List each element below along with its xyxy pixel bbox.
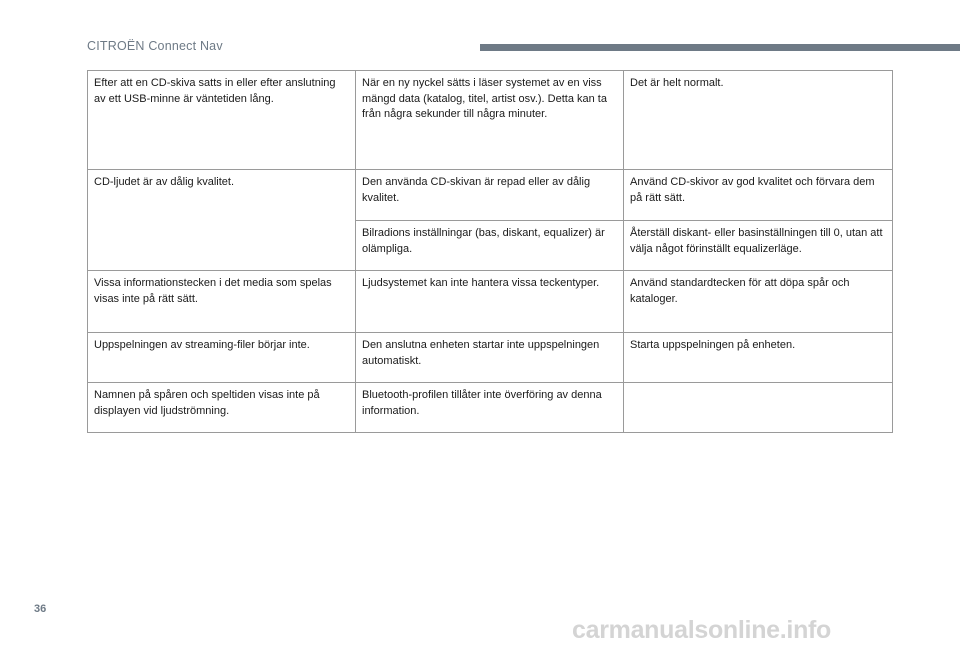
cause-cell: Bilradions inställningar (bas, diskant, equalizer) är olämpliga. bbox=[356, 221, 624, 271]
cause-cell: Ljudsystemet kan inte hantera vissa teckentyper. bbox=[356, 271, 624, 333]
solution-cell: Använd CD-skivor av god kvalitet och förvara dem på rätt sätt. bbox=[624, 170, 893, 221]
header-bar bbox=[480, 44, 960, 51]
manual-title: CITROËN Connect Nav bbox=[87, 39, 223, 53]
cause-cell: Den använda CD-skivan är repad eller av dålig kvalitet. bbox=[356, 170, 624, 221]
watermark: carmanualsonline.info bbox=[572, 616, 832, 644]
problem-cell: Namnen på spåren och speltiden visas inte på displayen vid ljudströmning. bbox=[88, 383, 356, 433]
solution-cell: Starta uppspelningen på enheten. bbox=[624, 333, 893, 383]
cause-cell: När en ny nyckel sätts i läser systemet av en viss mängd data (katalog, titel, artist osv.). Detta kan ta från några sekunder till några minuter. bbox=[356, 71, 624, 170]
table-row bbox=[88, 170, 893, 221]
problem-cell: CD-ljudet är av dålig kvalitet. bbox=[88, 170, 356, 271]
table-row bbox=[88, 71, 893, 170]
solution-cell: Använd standardtecken för att döpa spår och kataloger. bbox=[624, 271, 893, 333]
troubleshooting-table bbox=[87, 70, 893, 433]
cause-cell: Bluetooth-profilen tillåter inte överföring av denna information. bbox=[356, 383, 624, 433]
table-row bbox=[88, 383, 893, 433]
problem-cell: Efter att en CD-skiva satts in eller efter anslutning av ett USB-minne är väntetiden lång. bbox=[88, 71, 356, 170]
page-number: 36 bbox=[34, 603, 47, 615]
problem-cell: Vissa informationstecken i det media som spelas visas inte på rätt sätt. bbox=[88, 271, 356, 333]
table-row bbox=[88, 271, 893, 333]
solution-cell: Det är helt normalt. bbox=[624, 71, 893, 170]
cause-cell: Den anslutna enheten startar inte uppspelningen automatiskt. bbox=[356, 333, 624, 383]
solution-cell bbox=[624, 383, 893, 433]
table-row bbox=[88, 333, 893, 383]
solution-cell: Återställ diskant- eller basinställningen till 0, utan att välja något förinställt equalizerläge. bbox=[624, 221, 893, 271]
problem-cell: Uppspelningen av streaming-filer börjar inte. bbox=[88, 333, 356, 383]
